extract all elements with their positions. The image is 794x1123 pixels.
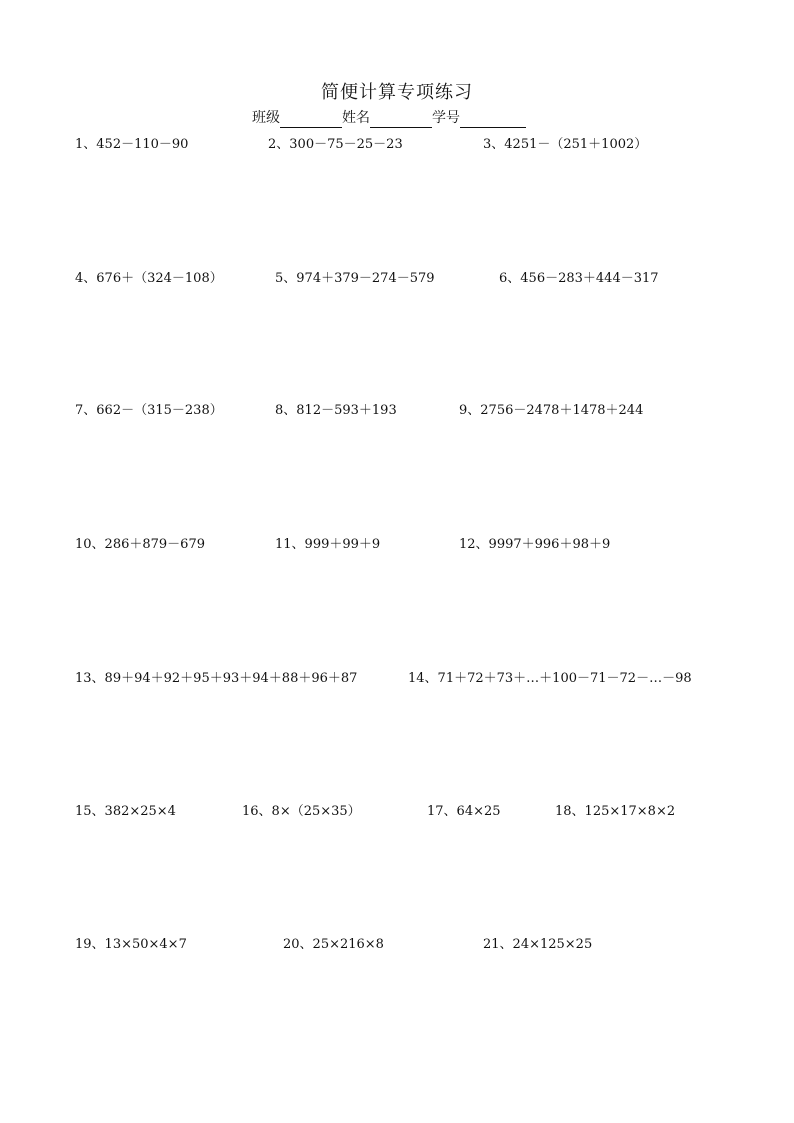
problem-3: 3、4251－（251＋1002） — [483, 137, 648, 152]
problem-9: 9、2756－2478＋1478＋244 — [459, 403, 644, 418]
problem-13: 13、89＋94＋92＋95＋93＋94＋88＋96＋87 — [75, 671, 358, 686]
problem-17: 17、64×25 — [427, 804, 501, 819]
problem-1: 1、452－110－90 — [75, 137, 189, 152]
problem-7: 7、662－（315－238） — [75, 403, 223, 418]
page-title: 简便计算专项练习 — [321, 82, 473, 103]
class-label: 班级 — [252, 110, 280, 126]
problem-10: 10、286＋879－679 — [75, 537, 205, 552]
problem-18: 18、125×17×8×2 — [555, 804, 676, 819]
problem-8: 8、812－593＋193 — [275, 403, 397, 418]
problem-2: 2、300－75－25－23 — [268, 137, 403, 152]
problem-12: 12、9997＋996＋98＋9 — [459, 537, 611, 552]
problem-16: 16、8×（25×35） — [242, 804, 361, 819]
problem-4: 4、676＋（324－108） — [75, 271, 223, 286]
name-label: 姓名 — [342, 110, 370, 126]
problem-6: 6、456－283＋444－317 — [499, 271, 659, 286]
problem-14: 14、71＋72＋73＋…＋100－71－72－…－98 — [408, 671, 692, 686]
class-blank[interactable] — [280, 112, 342, 128]
problem-20: 20、25×216×8 — [283, 937, 384, 952]
problem-21: 21、24×125×25 — [483, 937, 593, 952]
problem-11: 11、999＋99＋9 — [275, 537, 381, 552]
problem-5: 5、974＋379－274－579 — [275, 271, 435, 286]
problem-19: 19、13×50×4×7 — [75, 937, 187, 952]
number-label: 学号 — [432, 110, 460, 126]
number-blank[interactable] — [460, 112, 526, 128]
problem-15: 15、382×25×4 — [75, 804, 176, 819]
name-blank[interactable] — [370, 112, 432, 128]
student-info-line — [252, 108, 526, 128]
